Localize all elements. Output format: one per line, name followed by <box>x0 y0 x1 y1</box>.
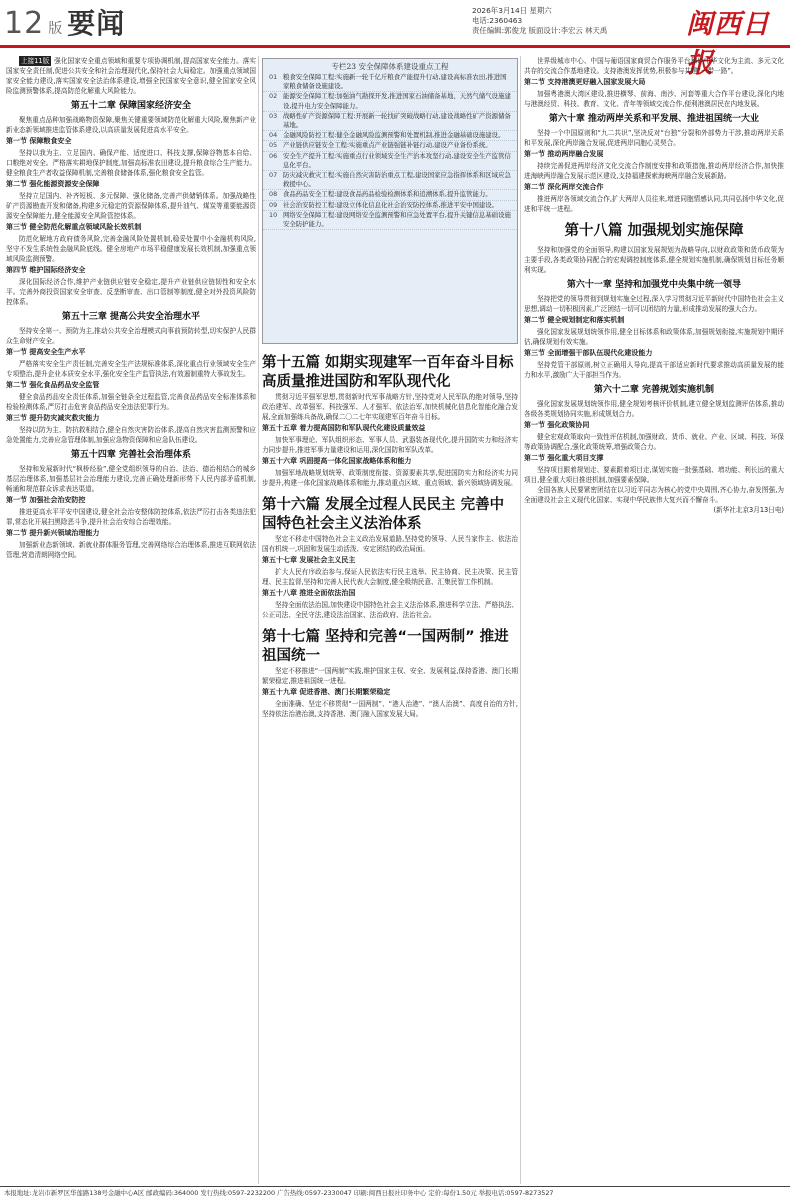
paragraph: 持续完善促进两岸经济文化交流合作制度安排和政策措施,推动两岸经济合作,加快推进海峡两岸融合发展示范区建设,支持福建探索海峡两岸融合发展新路。 <box>524 162 784 180</box>
paragraph: 加强新业态新领域、新就业群体服务管理,完善网络综合治理体系,推进互联网依法管理,营造清朗网络空间。 <box>6 541 256 559</box>
special-column-box <box>262 58 518 344</box>
item-number: 02 <box>269 92 278 101</box>
paragraph: 坚持全面依法治国,加快建设中国特色社会主义法治体系,推进科学立法、严格执法、公正司法、全民守法,建设法治国家、法治政府、法治社会。 <box>262 601 518 619</box>
paragraph: 加强军地战略规划统筹、政策制度衔接、资源要素共享,促进国防实力和经济实力同步提升,构建一体化国家战略体系和能力,推动重点区域、重点领域、新兴领域协调发展。 <box>262 469 518 487</box>
edition-editors: 责任编辑:郭俊龙 版面设计:李宏云 林天禹 <box>472 26 608 35</box>
edition-phone: 电话:2360463 <box>472 16 523 25</box>
item-text: 食品药品安全工程:建设食品药品检验检测体系和追溯体系,提升监管能力。 <box>283 190 492 199</box>
special-column-item <box>263 190 517 200</box>
paragraph: 防范化解地方政府债务风险,完善金融风险处置机制,稳妥处置中小金融机构风险,坚守不发生系统性金融风险底线。健全房地产市场平稳健康发展长效机制,加强重点领域风险监测预警。 <box>6 235 256 263</box>
item-number: 06 <box>269 151 278 160</box>
section-heading: 第三节 提升防灾减灾救灾能力 <box>6 414 100 422</box>
news-source: (新华社北京3月13日电) <box>713 506 784 514</box>
paragraph: 坚持一个中国原则和“九二共识”,坚决反对“台独”分裂和外部势力干涉,推动两岸关系和平发展,深化两岸融合发展,促进两岸同胞心灵契合。 <box>524 129 784 147</box>
chapter-heading: 第五十四章 完善社会治理体系 <box>70 450 192 460</box>
section-heading: 第一节 加强社会治安防控 <box>6 496 86 504</box>
paragraph: 严格落实安全生产责任制,完善安全生产法规标准体系,深化重点行业领域安全生产专项整治,提升企业本质安全水平,强化安全生产监管执法,有效遏制重特大事故发生。 <box>6 360 256 378</box>
special-column-item <box>263 152 517 171</box>
paragraph: 坚持项目跟着规划走、要素跟着项目走,谋划实施一批强基础、增功能、利长远的重大项目,健全重大项目推进机制,加强要素保障。 <box>524 466 784 484</box>
page-footer: 本报地址:龙岩市新罗区华莲路138号金融中心A区 邮政编码:364000 发行热线:0597-2232200 广告热线:0597-2330047 印刷:闽西日报社印务中心 定价:每份1.50元 举报电话:0597-8273527 <box>4 1189 554 1197</box>
column-divider <box>520 56 521 1184</box>
part-heading: 第十六篇 发展全过程人民民主 完善中国特色社会主义法治体系 <box>262 497 505 532</box>
item-number: 10 <box>269 210 278 219</box>
paragraph: 深化国际经济合作,维护产业链供应链安全稳定,提升产业链供应链韧性和安全水平。完善外商投资国家安全审查、反垄断审查、出口管制等制度,健全对外投资风险防控体系。 <box>6 278 256 306</box>
part-heading: 第十五篇 如期实现建军一百年奋斗目标 高质量推进国防和军队现代化 <box>262 355 514 390</box>
section-heading: 第二节 深化两岸交流合作 <box>524 183 604 191</box>
chapter-heading: 第六十二章 完善规划实施机制 <box>593 385 715 395</box>
item-text: 社会治安防控工程:建设立体化信息化社会治安防控体系,推进平安中国建设。 <box>283 200 499 209</box>
paragraph: 全面准确、坚定不移贯彻“一国两制”、“港人治港”、“澳人治澳”、高度自治的方针,坚持依法治港治澳,支持香港、澳门融入国家发展大局。 <box>262 700 518 718</box>
paragraph: 推进更高水平平安中国建设,健全社会治安整体防控体系,依法严厉打击各类违法犯罪,常态化开展扫黑除恶斗争,提升社会治安综合治理效能。 <box>6 508 256 526</box>
special-column-item <box>263 171 517 190</box>
closing-paragraph: 全国各族人民要紧密团结在以习近平同志为核心的党中央周围,齐心协力,奋发图强,为全面建设社会主义现代化国家、实现中华民族伟大复兴而不懈奋斗。 <box>524 486 784 504</box>
item-text: 战略性矿产资源保障工程:开展新一轮找矿突破战略行动,建设战略性矿产资源储备基地。 <box>283 111 511 130</box>
paragraph: 坚持以我为主、立足国内、确保产能、适度进口、科技支撑,保障谷物基本自给、口粮绝对安全。严格落实耕地保护制度,加强高标准农田建设,提升粮食综合生产能力。健全粮食生产者收益保障机制,完善粮食储备体系,强化粮食安全监管。 <box>6 149 256 177</box>
paragraph: 坚持安全第一、预防为主,推动公共安全治理模式向事前预防转型,切实保护人民群众生命财产安全。 <box>6 327 256 345</box>
section-heading: 第五十五章 着力提高国防和军队现代化建设质量效益 <box>262 424 426 432</box>
item-text: 金融风险防控工程:健全金融风险监测预警和处置机制,推进金融基础设施建设。 <box>283 131 505 140</box>
paragraph: 健全宏观政策取向一致性评估机制,加强财政、货币、就业、产业、区域、科技、环保等政策协调配合,强化政策统筹,增强政策合力。 <box>524 433 784 451</box>
paragraph: 坚持以防为主、防抗救相结合,健全自然灾害防治体系,提高自然灾害监测预警和应急处置能力,完善应急管理体制,加强应急物资保障和应急队伍建设。 <box>6 426 256 444</box>
chapter-heading: 第六十章 推动两岸关系和平发展、推进祖国统一大业 <box>548 114 760 124</box>
part-heading: 第十八篇 加强规划实施保障 <box>564 223 744 239</box>
column-middle <box>262 354 518 1184</box>
chapter-heading: 第六十一章 坚持和加强党中央集中统一领导 <box>566 280 742 290</box>
section-heading: 第五十八章 推进全面依法治国 <box>262 589 356 597</box>
paragraph: 坚持把党的领导贯彻到规划实施全过程,深入学习贯彻习近平新时代中国特色社会主义思想,调动一切积极因素,广泛团结一切可以团结的力量,形成推动发展的强大合力。 <box>524 295 784 313</box>
lead-text: 强化国家安全重点领域和重要专项协调机制,提高国家安全能力。落实国家安全责任制,促进公共安全和社会治理现代化,保持社会大局稳定。加强重点领域国家安全能力建设,落实国家安全法治体系建设,增强全民国家安全意识,健全国家安全风险监测预警体系,提高防范化解重大风险能力。 <box>6 57 256 95</box>
section-heading: 第四节 维护国际经济安全 <box>6 266 86 274</box>
paragraph: 坚持和加强党的全面领导,构建以国家发展规划为战略导向,以财政政策和货币政策为主要手段,各类政策协同配合的宏观调控制度体系,健全规划实施机制,确保规划目标任务顺利实现。 <box>524 246 784 274</box>
edition-date: 2026年3月14日 星期六 <box>472 6 552 15</box>
special-column-item <box>263 92 517 111</box>
section-heading: 第一节 保障粮食安全 <box>6 137 72 145</box>
paragraph: 坚持党管干部原则,树立正确用人导向,提高干部适应新时代要求推动高质量发展的能力和水平,激励广大干部担当作为。 <box>524 361 784 379</box>
paragraph: 坚定不移走中国特色社会主义政治发展道路,坚持党的领导、人民当家作主、依法治国有机统一,巩固和发展生动活泼、安定团结的政治局面。 <box>262 535 518 553</box>
item-number: 04 <box>269 131 278 140</box>
paragraph: 强化国家发展规划统领作用,健全规划考核评价机制,建立健全规划监测评估体系,推动各级各类规划协同实施,形成规划合力。 <box>524 400 784 418</box>
item-text: 产业链供应链安全工程:实施重点产业链强链补链行动,建设产业备份系统。 <box>283 141 492 150</box>
edition-meta <box>472 6 682 36</box>
section-heading: 第二节 强化重大项目支撑 <box>524 454 604 462</box>
page-number: 12 <box>4 6 45 41</box>
paragraph: 加快军事理论、军队组织形态、军事人员、武器装备现代化,提升国防实力和经济实力同步提升,推进军事力量建设和运用,深化国防和军队改革。 <box>262 436 518 454</box>
section-heading: 第二节 强化能源资源安全保障 <box>6 180 100 188</box>
item-text: 粮食安全保障工程:实施新一轮千亿斤粮食产能提升行动,建设高标准农田,推进国家粮食储备设施建设。 <box>283 73 507 91</box>
paragraph: 贯彻习近平强军思想,贯彻新时代军事战略方针,坚持党对人民军队的绝对领导,坚持政治建军、改革强军、科技强军、人才强军、依法治军,加快机械化信息化智能化融合发展,全面加强练兵备战,确保二〇二七年实现建军百年奋斗目标。 <box>262 393 518 421</box>
item-number: 09 <box>269 200 278 209</box>
paragraph: 坚持立足国内、补齐短板、多元保障、强化储备,完善产供储销体系。加强战略性矿产资源勘查开发和储备,构建多元稳定的资源保障体系,提升油气、煤炭等重要能源资源安全保障能力,健全能源安全风险管控体系。 <box>6 192 256 220</box>
paragraph: 扩大人民有序政治参与,保证人民依法实行民主选举、民主协商、民主决策、民主管理、民主监督,坚持和完善人民代表大会制度,健全吸纳民意、汇集民智工作机制。 <box>262 568 518 586</box>
section-heading: 第二节 提升新兴领域治理能力 <box>6 529 100 537</box>
paragraph: 坚持和发展新时代“枫桥经验”,健全党组织领导的自治、法治、德治相结合的城乡基层治理体系,加强基层社会治理能力建设,完善正确处理新形势下人民内部矛盾机制,畅通和规范群众诉求表达渠道。 <box>6 465 256 493</box>
section-heading: 第一节 推动两岸融合发展 <box>524 150 604 158</box>
special-column-list <box>263 73 517 230</box>
continued-tag: 上接11版 <box>21 57 50 65</box>
column-divider <box>258 56 259 1184</box>
special-column-item <box>263 211 517 230</box>
paragraph: 强化国家发展规划统领作用,健全目标体系和政策体系,加强规划衔接,实施规划中期评估,确保规划有效实施。 <box>524 328 784 346</box>
section-heading: 第二节 支持港澳更好融入国家发展大局 <box>524 78 646 86</box>
page-number-block <box>4 2 125 42</box>
section-title: 要闻 <box>67 7 126 40</box>
paragraph: 健全食品药品安全责任体系,加强全链条全过程监管,完善食品药品安全标准体系和检验检测体系,严厉打击危害食品药品安全违法犯罪行为。 <box>6 393 256 411</box>
item-number: 07 <box>269 171 278 180</box>
section-heading: 第五十七章 发展社会主义民主 <box>262 556 356 564</box>
item-text: 防灾减灾救灾工程:实施自然灾害防治重点工程,建设国家应急指挥体系和区域应急救援中心。 <box>283 171 511 189</box>
paragraph: 坚定不移推进“一国两制”实践,维护国家主权、安全、发展利益,保持香港、澳门长期繁荣稳定,推进祖国统一进程。 <box>262 667 518 685</box>
section-heading: 第五十六章 巩固提高一体化国家战略体系和能力 <box>262 457 412 465</box>
column-left <box>6 56 256 1184</box>
chapter-heading: 第五十二章 保障国家经济安全 <box>70 101 192 111</box>
special-column-title: 专栏23 安全保障体系建设重点工程 <box>331 62 449 71</box>
paragraph: 聚焦重点品种加强战略物资保障,聚焦关键重要领域防范化解重大风险,聚焦新产业新业态新领域推进监管体系建设,以高质量发展促进高水平安全。 <box>6 116 256 134</box>
special-column-item <box>263 201 517 211</box>
part-heading: 第十七篇 坚持和完善“一国两制” 推进祖国统一 <box>262 629 509 664</box>
section-heading: 第一节 强化政策协同 <box>524 421 590 429</box>
special-column-item <box>263 131 517 141</box>
paragraph: 加强粤港澳大湾区建设,推进横琴、前海、南沙、河套等重大合作平台建设,深化内地与港澳经贸、科技、教育、文化、青年等领域交流合作,便利港澳居民在内地发展。 <box>524 90 784 108</box>
item-text: 安全生产提升工程:实施重点行业领域安全生产治本攻坚行动,建设安全生产监管信息化平台。 <box>283 151 511 169</box>
item-number: 03 <box>269 111 278 120</box>
section-heading: 第五十九章 促进香港、澳门长期繁荣稳定 <box>262 688 391 696</box>
newspaper-logo: 闽西日报 <box>686 9 770 79</box>
chapter-heading: 第五十三章 提高公共安全治理水平 <box>61 312 201 322</box>
lead-paragraph <box>6 56 256 96</box>
item-number: 01 <box>269 73 278 81</box>
item-text: 能源安全保障工程:加强油气勘探开发,推进国家石油储备基地、天然气储气设施建设,提升电力安全保障能力。 <box>283 92 511 110</box>
page-unit: 版 <box>48 21 64 37</box>
section-heading: 第二节 强化食品药品安全监管 <box>6 381 100 389</box>
special-column-item <box>263 141 517 151</box>
section-heading: 第二节 健全规划制定和落实机制 <box>524 316 625 324</box>
paragraph: 世界级城市中心、中国与葡语国家商贸合作服务平台和以中华文化为主流、多元文化共存的交流合作基地建设。支持港澳发挥优势,积极参与共建“一带一路”。 <box>524 57 784 75</box>
item-number: 08 <box>269 190 278 199</box>
section-heading: 第一节 提高安全生产水平 <box>6 348 86 356</box>
item-text: 网络安全保障工程:建设网络安全监测预警和应急处置平台,提升关键信息基础设施安全防护能力。 <box>283 210 511 229</box>
item-number: 05 <box>269 141 278 150</box>
special-column-item <box>263 112 517 131</box>
paragraph: 推进两岸各领域交流合作,扩大两岸人员往来,增进同胞情感认同,共同弘扬中华文化,促进和平统一进程。 <box>524 195 784 213</box>
section-heading: 第三节 健全防范化解重点领域风险长效机制 <box>6 223 142 231</box>
column-right <box>524 56 784 1184</box>
special-column-item <box>263 73 517 92</box>
footer-divider <box>0 1186 790 1187</box>
section-heading: 第三节 全面增强干部队伍现代化建设能力 <box>524 349 653 357</box>
